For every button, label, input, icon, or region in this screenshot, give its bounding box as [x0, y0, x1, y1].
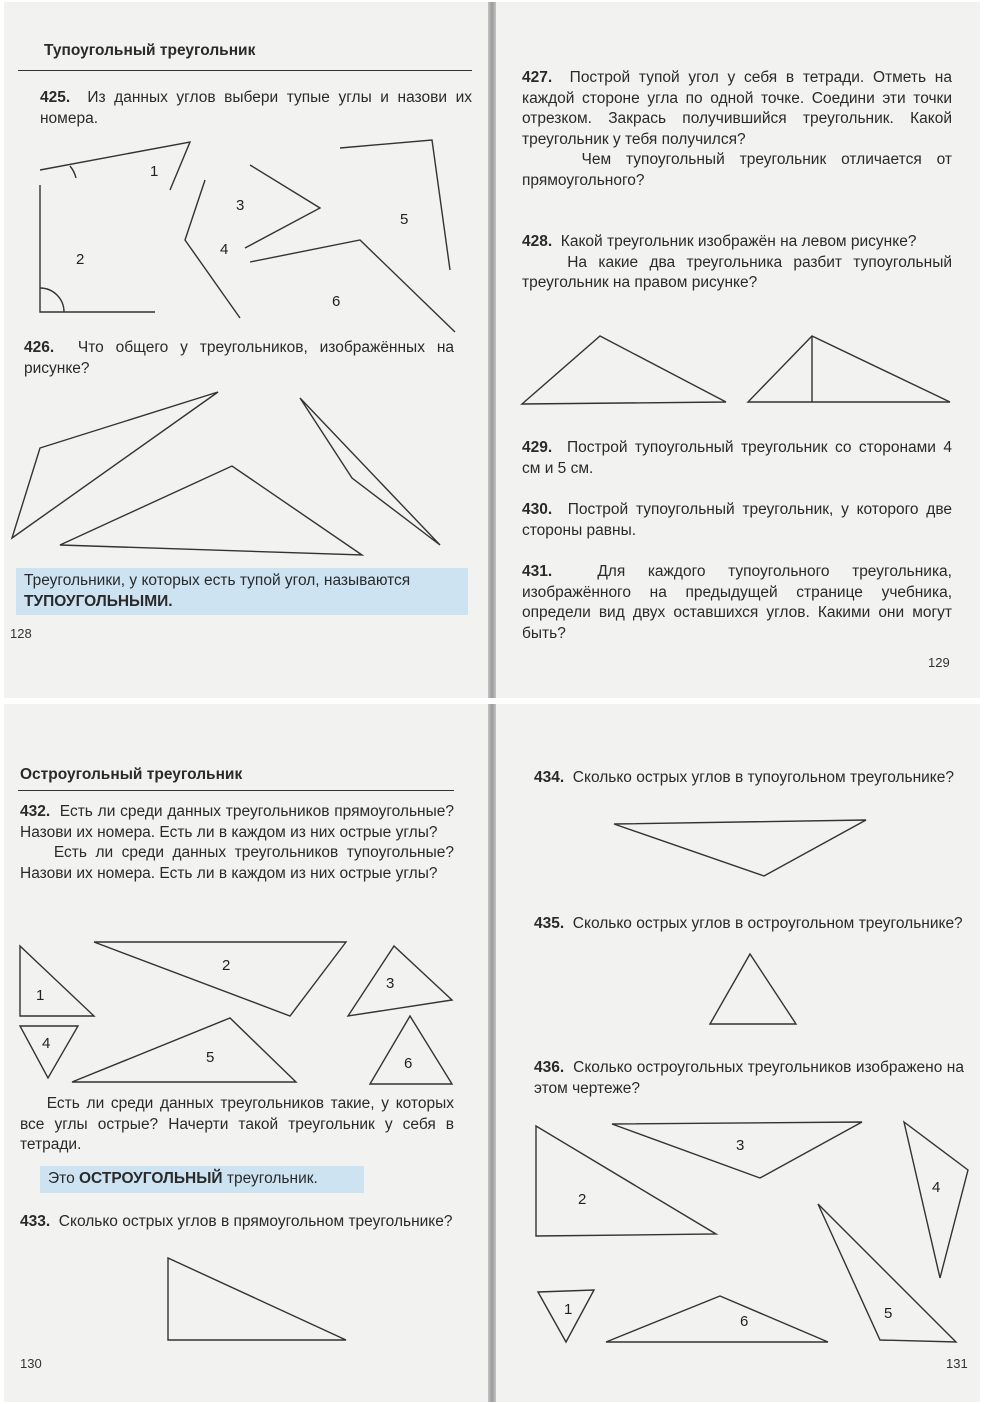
task-425-text: Из данных углов выбери тупые углы и назови их номера. — [40, 89, 472, 127]
angle-label-5: 5 — [400, 211, 409, 228]
task-432-number: 432. — [20, 803, 51, 820]
triangle-4 — [904, 1122, 968, 1278]
section-title-acute: Остроугольный треугольник — [20, 766, 243, 783]
triangle-label-3: 3 — [736, 1137, 745, 1154]
triangle-label-4: 4 — [42, 1035, 51, 1052]
task-434-number: 434. — [534, 769, 565, 786]
task-434-text: Сколько острых углов в тупоугольном треугольнике? — [572, 769, 955, 786]
task-432-text: Есть ли среди данных треугольников прямоугольные? Назови их номера. Есть ли в каждом из них острые углы? — [20, 803, 454, 841]
task-425-number: 425. — [40, 89, 71, 106]
triangle-label-2: 2 — [578, 1191, 587, 1208]
angle-label-4: 4 — [220, 241, 229, 258]
triangle-label-4: 4 — [932, 1179, 941, 1196]
definition-text: Треугольники, у которых есть тупой угол, называются — [24, 572, 411, 589]
task-428-text: Какой треугольник изображён на левом рисунке? — [560, 233, 917, 250]
task-430-text: Построй тупоугольный треугольник, у которого две стороны равны. — [522, 501, 952, 539]
triangle-label-1: 1 — [564, 1301, 573, 1318]
definition-suffix: треугольник. — [226, 1170, 318, 1187]
triangle-label-6: 6 — [740, 1313, 749, 1330]
task-432-text2: Есть ли среди данных треугольников тупоугольные? Назови их номера. Есть ли в каждом из них острые углы? — [20, 844, 454, 882]
task-428-number: 428. — [522, 233, 553, 250]
task-436-number: 436. — [534, 1059, 565, 1076]
section-title-obtuse: Тупоугольный треугольник — [44, 42, 256, 59]
page-number-129: 129 — [928, 655, 950, 670]
triangle-label-2: 2 — [222, 957, 231, 974]
triangle-label-5: 5 — [884, 1305, 893, 1322]
definition-prefix: Это — [48, 1170, 75, 1187]
task-426-text: Что общего у треугольников, изображённых на рисунке? — [24, 339, 454, 377]
angle-label-2: 2 — [76, 251, 85, 268]
task-428-text2: На какие два треугольника разбит тупоугольный треугольник на правом рисунке? — [522, 253, 952, 291]
page-number-131: 131 — [946, 1356, 968, 1371]
triangle-label-6: 6 — [404, 1055, 413, 1072]
task-431-number: 431. — [522, 563, 553, 580]
triangle-label-1: 1 — [36, 987, 45, 1004]
task-433-text: Сколько острых углов в прямоугольном треугольнике? — [58, 1213, 453, 1230]
triangle-2 — [536, 1126, 716, 1236]
task-433-number: 433. — [20, 1213, 51, 1230]
task-427-text: Построй тупой угол у себя в тетради. Отметь на каждой стороне угла по одной точке. Соедини эти точки отрезком. Закрась получившийся треугольник. Какой треугольник у тебя получился? — [522, 69, 952, 148]
task-435-number: 435. — [534, 915, 565, 932]
page-number-130: 130 — [20, 1356, 42, 1371]
task-435-text: Сколько острых углов в остроугольном треугольнике? — [572, 915, 963, 932]
task-431-text: Для каждого тупоугольного треугольника, изображённого на предыдущей странице учебника, определи вид двух оставшихся углов. Какими они могут быть? — [522, 563, 952, 642]
task-427-number: 427. — [522, 69, 553, 86]
task-426-number: 426. — [24, 339, 55, 356]
definition-term: ТУПОУГОЛЬНЫМИ. — [24, 592, 173, 610]
task-429-number: 429. — [522, 439, 553, 456]
task-427-text2: Чем тупоугольный треугольник отличается от прямоугольного? — [522, 151, 952, 189]
task-432-after-text: Есть ли среди данных треугольников такие, у которых все углы острые? Начерти такой треугольник у себя в тетради. — [20, 1095, 454, 1153]
triangle-6 — [606, 1296, 828, 1342]
task-436-text: Сколько остроугольных треугольников изображено на этом чертеже? — [534, 1059, 964, 1097]
page-number-128: 128 — [10, 626, 32, 641]
task-430-number: 430. — [522, 501, 553, 518]
definition-term: ОСТРОУГОЛЬНЫЙ — [79, 1170, 223, 1187]
triangle-label-3: 3 — [386, 975, 395, 992]
angle-label-6: 6 — [332, 293, 341, 310]
task-429-text: Построй тупоугольный треугольник со сторонами 4 см и 5 см. — [522, 439, 952, 477]
triangle-label-5: 5 — [206, 1049, 215, 1066]
angle-label-3: 3 — [236, 197, 245, 214]
angle-label-1: 1 — [150, 163, 159, 180]
